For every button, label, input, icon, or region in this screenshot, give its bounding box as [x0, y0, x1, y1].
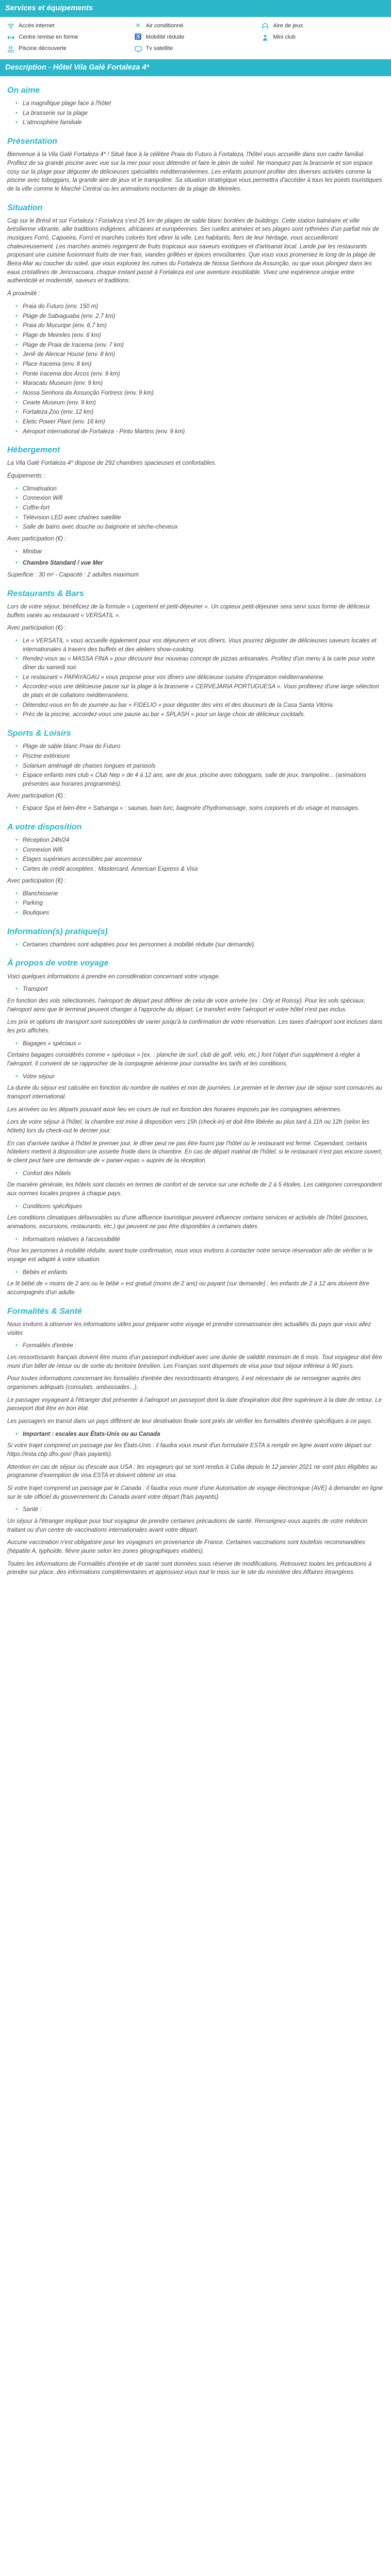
propos-transport: [7, 985, 384, 994]
list-item: • Le « VERSATIL » vous accueille également pour vos déjeuners et vos dîners. Vous pourrez déguster de délicieuses saveurs locales et internationales à travers des buffets et des ateliers show-cooking.: [15, 637, 384, 654]
disposition-paid-list: [7, 890, 384, 918]
list-item: • Praia do Futuro (env. 150 m): [15, 302, 384, 311]
hebergement-text: La Vila Galé Fortaleza 4* dispose de 292 chambres spacieuses et confortables.: [7, 460, 217, 467]
list-item: • Près de la piscine, accordez-vous une pause au bar « SPLASH » pour un large choix de délicieux cocktails.: [15, 710, 384, 719]
propos-title: À propos de votre voyage: [7, 959, 109, 968]
list-item: • La magnifique plage face à l'hôtel: [15, 99, 384, 108]
service-label: Piscine découverte: [19, 45, 67, 52]
situation-text: Cap sur le Brésil et sur Fortaleza ! Fortaleza s'est 25 km de plages de sable blanc bordées de buildings. Cette station balnéaire et ville brésilienne vibrante, allie traditions indigènes, africaines et européennes. Ses ruelles animées et ses plages sont rythmées d'un parfait mix de musiques Forró, Capoeira, Forró et marchés colorés font vibrer la ville. Les habitants, fiers de leur héritage, vous accueilleront chaleureusement. Les marchés animés regorgent de fruits tropicaux aux saveurs exotiques et d'artisanat local. Lande par les restaurants proposant une cuisine fusionnant fruits de mer frais, viandes grillées et épices envoûtantes. Que vous vous promeniez le long de la plage de Beira-Mar au coucher du soleil, que vous exploriez les ruines du Fortaleza de Nossa Senhora da Assunção, ou que vous plongiez dans les eaux cristallines de Jericoacoara, chaque instant passé à Fortaleza est une aventure inoubliable. Vivez une expérience unique entre authenticité et modernité, saveurs et traditions.: [7, 217, 379, 284]
service-label: Centre remise en forme: [19, 33, 78, 40]
playground-icon: [262, 23, 269, 30]
propos-transport-text2: Les prix et options de transport sont susceptibles de varier jusqu'à la confirmation de votre réservation. Les taxes d'aéroport sont incluses dans les prix affichés.: [7, 1019, 383, 1034]
hebergement-paid-list: [7, 548, 384, 556]
service-item: [7, 45, 129, 53]
sports-paid-list: [7, 804, 384, 813]
propos-clim: [7, 1202, 384, 1211]
list-item: • Place Iracema (env. 8 km): [15, 360, 384, 369]
list-item: • Important : escales aux États-Unis ou au Canada: [15, 1430, 384, 1439]
list-item: • Fortaleza Zoo (env. 12 km): [15, 408, 384, 417]
hebergement-equip-label: Équipements :: [7, 473, 45, 480]
service-item: [135, 22, 257, 30]
formalites-admin-text4: Les passagers en transit dans un pays différent de leur destination finale sont priés de vérifier les formalités d'entrée spécifiques à ce pays.: [7, 1418, 372, 1425]
list-item: • Minibar: [15, 548, 384, 556]
restaurants-list: [7, 637, 384, 719]
propos-bebes: [7, 1268, 384, 1277]
service-label: Tv satellite: [145, 45, 173, 52]
wifi-icon: [7, 23, 14, 30]
sports-list: [7, 742, 384, 788]
list-item: • Ponte Iracema dos Arcos (env. 9 km): [15, 370, 384, 379]
propos-info-text: Pour les personnes à mobilité réduite, avant toute confirmation, nous vous invitons à contacter notre service réservation afin de vérifier si le voyage est adapté à votre situation.: [7, 1248, 373, 1263]
service-item: [7, 22, 129, 30]
service-item: [262, 33, 384, 42]
pool-icon: [7, 45, 14, 53]
restaurants-paid-label: Avec participation (€) :: [7, 625, 67, 632]
dumbbell-icon: [7, 34, 14, 41]
formalites-sante-text2: Aucune vaccination n'est obligatoire pour les voyageurs en provenance de France. Certaines vaccinations sont toutefois recommandées (hépatite A, typhoïde, fièvre jaune selon les zones géographiques visitées).: [7, 1539, 365, 1555]
list-item: • Télévision LED avec chaînes satellite: [15, 514, 384, 522]
presentation-text: Bienvenue à la Vila Galé Fortaleza 4* ! Situé face à la célèbre Praia do Futuro à Fortaleza, l'hôtel vous accueille dans son cadre familial. Profitez de sa grande piscine avec vue sur la mer pour vous détendre et faire le plein de soleil. Ne manquez pas la brasserie et son espace cosy sur la plage pour déguster de délicieuses spécialités méditerranéennes. Les enfants pourront profiter des diverses activités comme la piscine avec toboggans, la grande aire de jeux et le trampoline. Sa situation stratégique vous permettra d'accéder à tous les points touristiques de la ville comme le Marché Central ou les animations nocturnes de la plage de Meireles.: [7, 151, 382, 192]
list-item: • Bébés et enfants: [15, 1268, 384, 1277]
list-item: • Connexion Wifi: [15, 846, 384, 855]
list-item: • L'atmosphère familiale: [15, 118, 384, 127]
formalites-sante-text: Un séjour à l'étranger implique pour tout voyageur de prendre certaines précautions de santé. Renseignez-vous auprès de votre médecin traitant ou d'un centre de vaccinations internationales avant votre départ.: [7, 1518, 368, 1533]
service-label: Mini club: [273, 33, 296, 40]
formalites-transit-text3: Si votre trajet comprend un passage par le Canada : il faudra vous munir d'une Autorisation de voyage électronique (AVE) à demander en ligne sur le site officiel du gouvernement du Canada avant votre départ (frais payants).: [7, 1485, 383, 1500]
room-type: • Chambre Standard / vue Mer: [15, 559, 384, 568]
formalites-admin: [7, 1342, 384, 1350]
list-item: • Plage de Sabiaguaba (env. 2,7 km): [15, 312, 384, 321]
list-item: • Certaines chambres sont adaptées pour les personnes à mobilité réduite (sur demande).: [15, 941, 384, 950]
list-item: • Espace enfants mini club « Club Nep » de 4 à 12 ans, aire de jeux, piscine avec toboggans, salle de jeux, trampoline... (animations présentes aux horaires programmés).: [15, 771, 384, 788]
service-item: [135, 45, 257, 53]
formalites-transit-text2: Attention en cas de séjour ou d'escale aux USA : les voyageurs qui se sont rendus à Cuba depuis le 12 janvier 2021 ne sont plus éligibles au programme d'exemption de visa ESTA et doivent obtenir un visa.: [7, 1464, 378, 1479]
service-label: Accès internet: [19, 23, 55, 29]
list-item: • Plage de Praia de Iracema (env. 7 km): [15, 341, 384, 350]
situation-near-list: [7, 302, 384, 436]
disposition-title: A votre disposition: [7, 822, 82, 832]
propos-bebes-text: Le lit bébé de « moins de 2 ans ou le bébé » est gratuit (moins de 2 ans) ou payant (sur demande) ; les enfants de 2 à 12 ans doivent être accompagnés d'un adulte.: [7, 1281, 369, 1296]
list-item: • Le restaurant « PAPAYAGAU » vous propose pour vos dîners une délicieuse cuisine d'inspiration méditerranéenne.: [15, 673, 384, 682]
propos-sejour-text: La durée du séjour est calculée en fonction du nombre de nuitées et non de journées. Le premier et le dernier jour de séjour sont consacrés au transport international.: [7, 1085, 382, 1100]
situation-title: Situation: [7, 203, 43, 212]
list-item: • Maracatu Museum (env. 9 km): [15, 379, 384, 388]
list-item: • Piscine extérieure: [15, 752, 384, 761]
service-item: [262, 22, 384, 30]
description-title: Description - Hôtel Vila Galé Fortaleza 4*: [0, 59, 391, 76]
propos-sejour-text3: Lors de votre séjour à l'hôtel, la chambre est mise à disposition vers 15h (check-in) et doit être libérée au plus tard à 11h ou 12h (selon les hôtels) lors du check-out le dernier jour.: [7, 1119, 369, 1134]
list-item: • Plage de Meireles (env. 6 km): [15, 331, 384, 340]
formalites-title: Formalités & Santé: [7, 1307, 82, 1316]
restaurants-text: Lors de votre séjour, bénéficiez de la formule « Logement et petit-déjeuner ». Un copieux petit-déjeuner sera servi sous forme de délicieux buffets variés au restaurant « VERSATIL ».: [7, 604, 370, 619]
service-label: Mobilité réduite: [145, 33, 185, 40]
list-item: • La brasserie sur la plage: [15, 109, 384, 118]
list-item: • Blanchisserie: [15, 890, 384, 899]
wheelchair-icon: ♿: [134, 33, 142, 40]
hebergement-title: Hébergement: [7, 446, 60, 455]
list-item: • Praia do Mucuripe (env. 6,7 km): [15, 321, 384, 330]
room-surface: Superficie : 30 m² - Capacité : 2 adultes maximum: [7, 572, 139, 579]
propos-sejour-text4: En cas d'arrivée tardive à l'hôtel le premier jour, le dîner peut ne pas être fourni par l'hôtel ou le restaurant est fermé. Cependant, certains hôteliers mettent à disposition une assiette froide dans la chambre. En cas de départ matinal de l'hôtel, si le restaurant n'est pas encore ouvert, le client peut faire une demande de « panier-repas » auprès de la réception.: [7, 1140, 383, 1164]
formalites-text: Nous invitons à observer les informations utiles pour préparer votre voyage et prendre connaissance des actualités du pays que vous allez visiter.: [7, 1321, 371, 1336]
formalites-sante-text3: Toutes les informations de Formalités d'entrée et de santé sont données sous réserve de modifications. Retrouvez toutes les précautions à prendre sur place, des informations complémentaires et approuvez-vous tout le mois sur le site du ministère des Affaires étrangères.: [7, 1561, 372, 1576]
list-item: • Formalités d'entrée :: [15, 1342, 384, 1350]
list-item: • Eletic Power Plant (env. 16 km): [15, 418, 384, 427]
kids-icon: [262, 34, 269, 41]
on-aime-section: [0, 84, 391, 1577]
hebergement-paid-label: Avec participation (€) :: [7, 536, 67, 543]
list-item: • Conditions spécifiques: [15, 1202, 384, 1211]
on-aime-list: [7, 99, 384, 127]
info-pratiques-title: Information(s) pratique(s): [7, 927, 108, 936]
services-grid: [0, 17, 391, 59]
room-type-list: [7, 559, 384, 568]
list-item: • Connexion Wifi: [15, 494, 384, 503]
propos-clim-text: Les conditions climatiques défavorables ou d'une affluence touristique peuvent influencer certains services et activités de l'hôtel (piscines, animations, excursions, restaurants, etc.) qui peuvent ne pas être disponibles à certaines dates.: [7, 1215, 369, 1230]
service-item: [135, 33, 257, 42]
list-item: • Réception 24h/24: [15, 836, 384, 845]
sports-paid-label: Avec participation (€) :: [7, 792, 67, 799]
formalites-admin-text3: Le passager voyageant à l'étranger doit présenter à l'aéroport un passeport dont la date d'expiration doit être supérieure à la date de retour. Le passeport doit être en bon état.: [7, 1397, 382, 1412]
list-item: • Informations relatives à l'accessibilité: [15, 1235, 384, 1244]
propos-text: Voici quelques informations à prendre en considération concernant votre voyage.: [7, 973, 220, 980]
formalites-transit-text: Si votre trajet comprend un passage par les États-Unis : il faudra vous munir d'un formulaire ESTA à remplir en ligne avant votre départ sur https://esta.cbp.dhs.gov/ (frais payants).: [7, 1443, 371, 1458]
propos-sejour: [7, 1073, 384, 1081]
list-item: • Coffre-fort: [15, 504, 384, 513]
list-item: • Bagages « spéciaux »: [15, 1040, 384, 1048]
hebergement-equip-list: [7, 485, 384, 532]
info-pratiques-list: [7, 941, 384, 950]
propos-bagages: [7, 1040, 384, 1048]
list-item: • Détendez-vous en fin de journée au bar « FIDELIO » pour déguster des vins et des douceurs de la Casa Santa Vitória.: [15, 701, 384, 710]
list-item: • Boutiques: [15, 909, 384, 918]
situation-near-label: À proximité :: [7, 291, 40, 297]
service-item: [7, 33, 129, 42]
propos-info: [7, 1235, 384, 1244]
list-item: • Salle de bains avec douche ou baignoire et sèche-cheveux: [15, 523, 384, 532]
formalites-admin-text2: Pour toutes informations concernant les formalités d'entrée des ressortissants étrangers, il est nécessaire de se renseigner auprès des organismes adéquats (consulats, ambassades...).: [7, 1376, 361, 1391]
list-item: • Nossa Senhora da Assunção Fortress (env. 9 km): [15, 389, 384, 398]
propos-confort: [7, 1170, 384, 1178]
disposition-list: [7, 836, 384, 874]
service-label: Air conditionné: [145, 23, 184, 29]
list-item: • Cartes de crédit acceptées : Mastercard, American Express & Visa: [15, 865, 384, 874]
list-item: • Climatisation: [15, 485, 384, 494]
list-item: • Cearte Museum (env. 9 km): [15, 399, 384, 408]
list-item: • Espace Spa et bien-être « Satsanga » : saunas, bain turc, baignoire d'hydromassage, soins corporels et du visage et massages.: [15, 804, 384, 813]
on-aime-title: On aime: [7, 86, 40, 95]
list-item: • Aéroport international de Fortaleza - Pinto Martins (env. 9 km): [15, 428, 384, 436]
formalites-transit: [7, 1430, 384, 1439]
formalites-admin-text: Les ressortissants français doivent être munis d'un passeport individuel avec une durée de validité minimum de 6 mois. Tout voyageur doit être muni d'un billet de retour ou de sortie du territoire brésilien. Les Français sont dispensés de visa pour tout séjour inférieur à 90 jours.: [7, 1354, 382, 1369]
tv-icon: [135, 45, 142, 53]
propos-transport-text: En fonction des vols sélectionnés, l'aéroport de départ peut différer de celui de votre arrivée (ex : Orly et Roissy). Pour les vols spéciaux, l'aéroport ainsi que le terminal peuvent changer à l'approche du départ. Le transfert entre l'aéroport et votre hôtel n'est pas inclus.: [7, 997, 366, 1013]
propos-confort-text: De manière générale, les hôtels sont classés en termes de confort et de service sur une échelle de 2 à 5 étoiles. Les catégories correspondent aux normes locales propres à chaque pays.: [7, 1182, 382, 1197]
list-item: • Parking: [15, 899, 384, 908]
list-item: • Solarium aménagé de chaises longues et parasols: [15, 762, 384, 771]
propos-sejour-text2: Les arrivées ou les départs pouvant avoir lieu en cours de nuit en fonction des horaires imposés par les compagnies aériennes.: [7, 1106, 342, 1113]
list-item: • Jenê de Alencar House (env. 8 km): [15, 350, 384, 359]
formalites-sante: [7, 1505, 384, 1514]
list-item: • Transport: [15, 985, 384, 994]
restaurants-title: Restaurants & Bars: [7, 589, 84, 598]
list-item: • Plage de sable blanc Praia do Futuro: [15, 742, 384, 751]
sports-title: Sports & Loisirs: [7, 729, 71, 738]
disposition-paid-label: Avec participation (€) :: [7, 877, 67, 884]
list-item: • Accordez-vous une délicieuse pause sur la plage à la brasserie « CERVEJARIA PORTUGUESA ». Vous profiterez d'une large sélection de plats et de collations méditerranéens.: [15, 683, 384, 700]
list-item: • Santé :: [15, 1505, 384, 1514]
propos-bagages-text: Certains bagages considérés comme « spéciaux » (ex. : planche de surf, club de golf, vélo, etc.) font l'objet d'un supplément à régler à l'aéroport. Il convient de se rapprocher de la compagnie aérienne pour connaître les tarifs et les conditions.: [7, 1052, 360, 1067]
service-label: Aire de jeux: [273, 23, 303, 29]
list-item: • Votre séjour: [15, 1073, 384, 1081]
snowflake-icon: ❄: [136, 23, 141, 29]
presentation-title: Présentation: [7, 137, 57, 146]
services-title: Services et équipements: [0, 0, 391, 17]
list-item: • Confort des hôtels: [15, 1170, 384, 1178]
list-item: • Étages supérieurs accessibles par ascenseur: [15, 855, 384, 864]
list-item: • Rendez-vous au « MASSA FINA » pour découvrir leur nouveau concept de pizzas artisanales. Profitez d'un menu à la carte pour votre dîner du samedi soir.: [15, 655, 384, 672]
